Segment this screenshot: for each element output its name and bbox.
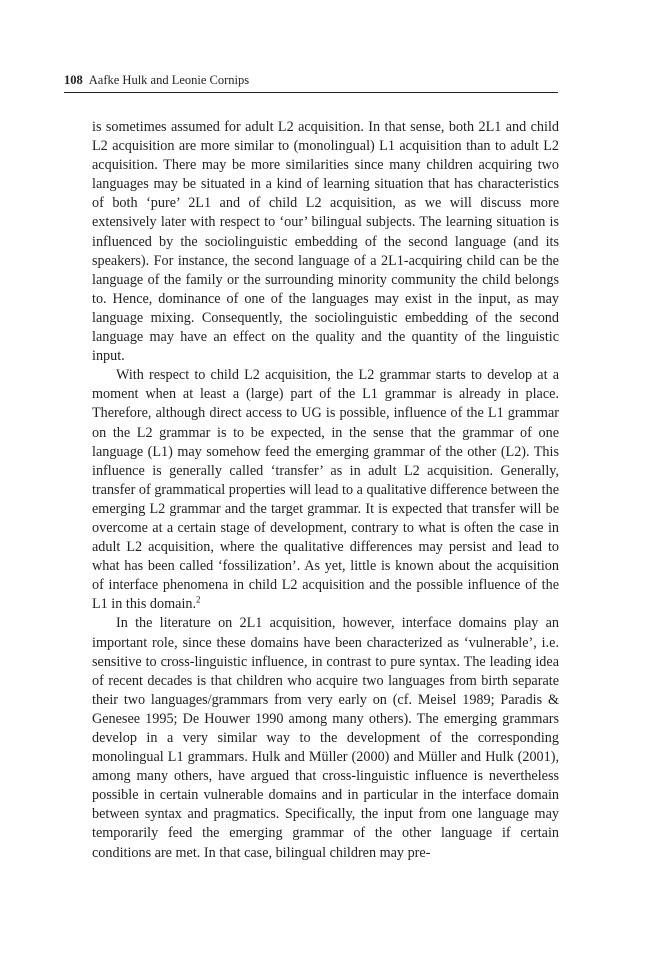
paragraph-text: With respect to child L2 acquisition, the L2 grammar starts to develop at a moment when at least a (large) part of the L1 grammar is already in place. Therefore, although direct access to UG is possible, influence of the L1 grammar on the L2 grammar is to be expected, in the sense that the grammar of one language (L1) may somehow feed the emerging grammar of the other (L2). This influence is generally called ‘transfer’ as in adult L2 acquisition. Generally, transfer of grammatical properties will lead to a qualitative difference between the emerging L2 grammar and the target grammar. It is expected that transfer will be overcome at a certain stage of development, contrary to what is often the case in adult L2 acquisition, where the qualitative differences may persist and lead to what has been called ‘fossilization’. As yet, little is known about the acquisition of interface phenomena in child L2 acquisition and the possible influence of the L1 in this domain. xyxy=(92,367,559,613)
running-header xyxy=(64,72,558,93)
body-text xyxy=(92,118,559,863)
footnote-reference[interactable]: 2 xyxy=(196,594,201,605)
paragraph xyxy=(92,614,559,862)
page-number: 108 xyxy=(64,73,83,87)
paragraph xyxy=(92,366,559,614)
paragraph-text: is sometimes assumed for adult L2 acquisition. In that sense, both 2L1 and child L2 acquisition are more similar to (monolingual) L1 acquisition than to adult L2 acquisition. There may be more similarities since many children acquiring two languages may be situated in a kind of learning situation that has characteristics of both ‘pure’ 2L1 and of child L2 acquisition, as we will discuss more extensively later with respect to ‘our’ bilingual subjects. The learning situation is influenced by the sociolinguistic embedding of the second language (and its speakers). For instance, the second language of a 2L1-acquiring child can be the language of the family or the surrounding minority community the child belongs to. Hence, dominance of one of the languages may exist in the input, as may language mixing. Consequently, the sociolinguistic embedding of the second language may have an effect on the quality and the quantity of the linguistic input. xyxy=(92,119,559,365)
running-title: Aafke Hulk and Leonie Cornips xyxy=(88,73,250,87)
paragraph xyxy=(92,118,559,366)
paragraph-text: In the literature on 2L1 acquisition, however, interface domains play an important role, since these domains have been characterized as ‘vulnerable’, i.e. sensitive to cross-linguistic influence, in contrast to pure syntax. The leading idea of recent decades is that children who acquire two languages from birth separate their two languages/grammars from very early on (cf. Meisel 1989; Paradis & Genesee 1995; De Houwer 1990 among many others). The emerging grammars develop in a very similar way to the development of the corresponding monolingual L1 grammars. Hulk and Müller (2000) and Müller and Hulk (2001), among many others, have argued that cross-linguistic influence is nevertheless possible in certain vulnerable domains and in particular in the interface domain between syntax and pragmatics. Specifically, the input from one language may temporarily feed the emerging grammar of the other language if certain conditions are met. In that case, bilingual children may pre- xyxy=(92,615,559,861)
